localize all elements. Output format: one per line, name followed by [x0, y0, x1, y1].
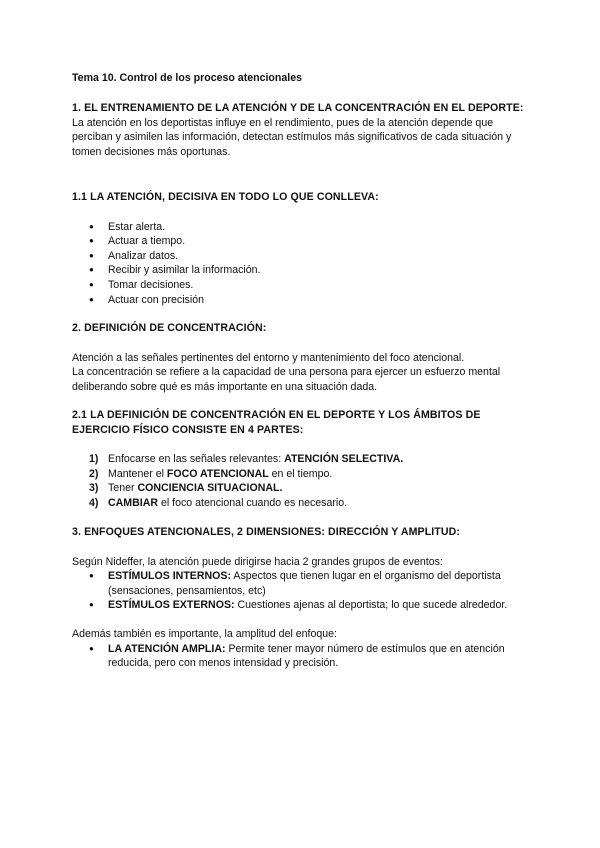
section-2-1	[72, 408, 532, 511]
section-2-1-heading: 2.1 LA DEFINICIÓN DE CONCENTRACIÓN EN EL DEPORTE Y LOS ÁMBITOS DE EJERCICIO FÍSICO CONSISTE EN 4 PARTES:	[72, 409, 481, 436]
list-item	[72, 642, 532, 671]
item-number: 1)	[89, 453, 99, 466]
item-text-tail: en el tiempo.	[268, 467, 333, 480]
section-1-1-heading: 1.1 LA ATENCIÓN, DECISIVA EN TODO LO QUE CONLLEVA:	[72, 191, 379, 203]
list-item: ● Actuar con precisión	[72, 293, 532, 308]
item-text: Mantener el	[108, 467, 167, 480]
item-emphasis: ATENCIÓN SELECTIVA.	[284, 453, 404, 466]
item-text: Tener	[108, 482, 138, 495]
item-emphasis: ESTÍMULOS INTERNOS:	[108, 570, 232, 583]
section-2-paragraph-2: La concentración se refiere a la capacidad de una persona para ejercer un esfuerzo mental deliberando sobre qué es más importante en una situación dada.	[72, 366, 501, 393]
item-number: 3)	[89, 482, 99, 495]
item-number: 4)	[89, 496, 99, 509]
item-emphasis: CAMBIAR	[108, 496, 159, 509]
list-item	[72, 569, 532, 598]
section-1-1	[72, 190, 532, 307]
numbered-item	[72, 481, 532, 496]
list-item: ● Actuar a tiempo.	[72, 234, 532, 249]
section-2-1-list	[72, 452, 532, 510]
section-3-list	[72, 569, 532, 613]
item-emphasis: FOCO ATENCIONAL	[166, 467, 269, 480]
list-item: ● Analizar datos.	[72, 249, 532, 264]
item-number: 2)	[89, 467, 99, 480]
section-3-intro-2: Además también es importante, la amplitud del enfoque:	[72, 627, 337, 640]
list-item	[72, 598, 532, 613]
numbered-item	[72, 452, 532, 467]
section-3-list-2	[72, 642, 532, 671]
item-text: Enfocarse en las señales relevantes:	[108, 453, 285, 466]
item-text: Aspectos que tienen lugar en el organismo del deportista (sensaciones, pensamientos, etc)	[108, 570, 501, 597]
section-1-1-list	[72, 220, 532, 308]
section-2-heading: 2. DEFINICIÓN DE CONCENTRACIÓN:	[72, 322, 267, 334]
item-emphasis: LA ATENCIÓN AMPLIA:	[108, 642, 226, 655]
document-title: Tema 10. Control de los proceso atencionales	[72, 72, 302, 84]
item-text-tail: el foco atencional cuando es necesario.	[158, 496, 348, 509]
section-3-heading: 3. ENFOQUES ATENCIONALES, 2 DIMENSIONES: DIRECCIÓN Y AMPLITUD:	[72, 526, 461, 538]
item-emphasis: ESTÍMULOS EXTERNOS:	[108, 599, 235, 612]
item-emphasis: CONCIENCIA SITUACIONAL.	[137, 482, 283, 495]
section-2-paragraph-1: Atención a las señales pertinentes del entorno y mantenimiento del foco atencional.	[72, 351, 465, 364]
item-text: Permite tener mayor número de estímulos que en atención reducida, pero con menos intensidad y precisión.	[108, 642, 505, 670]
section-1-body: La atención en los deportistas influye en el rendimiento, pues de la atención depende que perciban y asimilen las información, detectan estímulos más significativos de cada situación y tomen decisiones más oportunas.	[72, 116, 512, 158]
numbered-item	[72, 467, 532, 482]
section-2	[72, 321, 532, 394]
list-item: ● Tomar decisiones.	[72, 278, 532, 293]
section-1	[72, 101, 532, 159]
list-item: ● Recibir y asimilar la información.	[72, 263, 532, 278]
section-1-heading: 1. EL ENTRENAMIENTO DE LA ATENCIÓN Y DE LA CONCENTRACIÓN EN EL DEPORTE:	[72, 102, 524, 114]
section-3	[72, 525, 532, 671]
section-3-intro: Según Nideffer, la atención puede dirigirse hacia 2 grandes grupos de eventos:	[72, 555, 443, 568]
item-text: Cuestiones ajenas al deportista; lo que sucede alrededor.	[234, 599, 508, 612]
numbered-item	[72, 496, 532, 511]
list-item: ● Estar alerta.	[72, 220, 532, 235]
